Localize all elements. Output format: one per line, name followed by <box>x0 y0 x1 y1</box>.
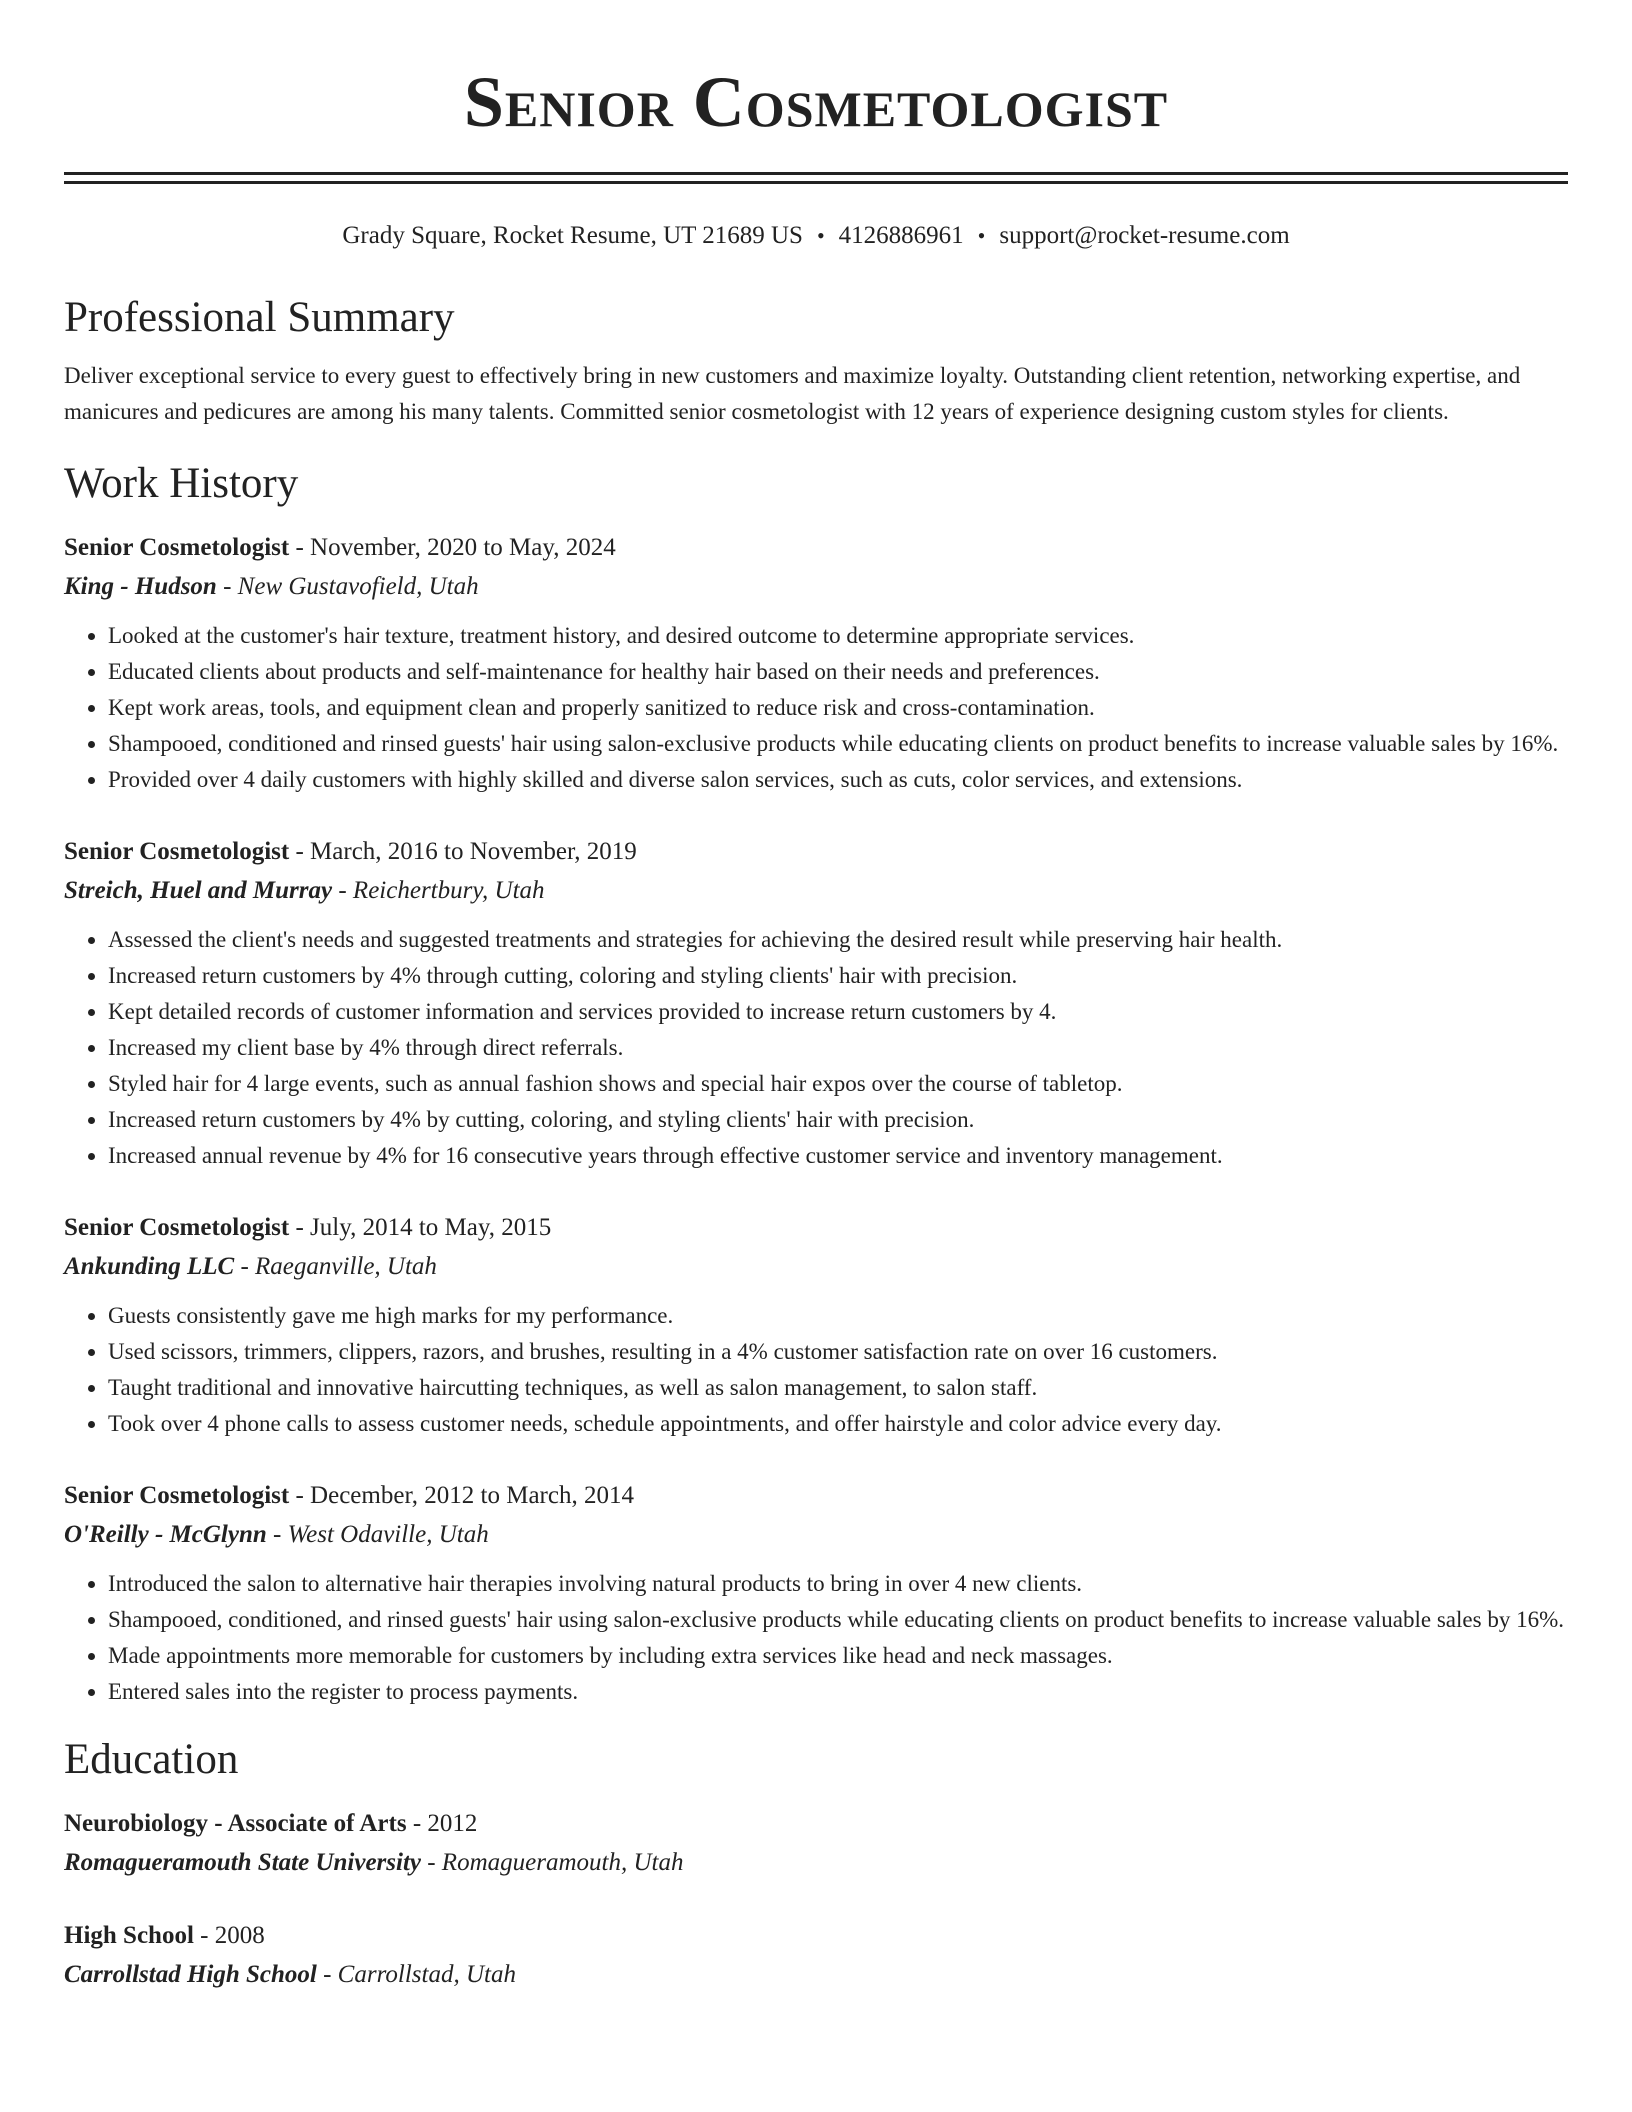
job-bullet: • Increased return customers by 4% by cutting, coloring, and styling clients' hair with precision. <box>108 1102 1568 1138</box>
job-bullet: • Shampooed, conditioned and rinsed guests' hair using salon-exclusive products while educating clients on product benefits to increase valuable sales by 16%. <box>108 726 1568 762</box>
job-bullet: • Educated clients about products and self-maintenance for healthy hair based on their needs and preferences. <box>108 654 1568 690</box>
job-bullet: • Used scissors, trimmers, clippers, razors, and brushes, resulting in a 4% customer satisfaction rate on over 16 customers. <box>108 1334 1568 1370</box>
job-title: Senior Cosmetologist <box>64 1482 290 1509</box>
degree-year: - 2008 <box>193 1922 265 1949</box>
employer-location: - Reichertbury, Utah <box>332 877 545 904</box>
degree-line <box>64 1804 1568 1844</box>
job-bullet: • Shampooed, conditioned, and rinsed guests' hair using salon-exclusive products while educating clients on product benefits to increase valuable sales by 16%. <box>108 1602 1568 1638</box>
job-bullet: • Entered sales into the register to process payments. <box>108 1674 1568 1710</box>
job-title-line <box>64 832 1568 872</box>
job-bullet: • Taught traditional and innovative haircutting techniques, as well as salon management, to salon staff. <box>108 1370 1568 1406</box>
job-bullet: • Increased annual revenue by 4% for 16 consecutive years through effective customer service and inventory management. <box>108 1138 1568 1174</box>
school-location: - Carrollstad, Utah <box>316 1961 516 1988</box>
degree-name: Neurobiology - Associate of Arts <box>64 1810 407 1837</box>
degree-line <box>64 1916 1568 1956</box>
header-divider-thick <box>64 172 1568 175</box>
job-bullet: • Increased return customers by 4% through cutting, coloring and styling clients' hair with precision. <box>108 958 1568 994</box>
education-heading: Education <box>64 1736 239 1783</box>
employer-location: - Raeganville, Utah <box>234 1253 437 1280</box>
job-bullet: • Kept work areas, tools, and equipment clean and properly sanitized to reduce risk and cross-contamination. <box>108 690 1568 726</box>
job-bullet: • Guests consistently gave me high marks for my performance. <box>108 1298 1568 1334</box>
job-dates: - July, 2014 to May, 2015 <box>289 1214 552 1241</box>
contact-separator: • <box>816 223 825 248</box>
employer-line <box>64 1516 1568 1554</box>
job-title: Senior Cosmetologist <box>64 1214 290 1241</box>
degree-year: - 2012 <box>406 1810 478 1837</box>
job-bullets <box>64 1298 1568 1442</box>
employer-line <box>64 1248 1568 1286</box>
degree-name: High School <box>64 1922 194 1949</box>
employer-line <box>64 872 1568 910</box>
contact-separator: • <box>977 223 986 248</box>
job-entry <box>64 1476 1568 1710</box>
school-line <box>64 1844 1568 1882</box>
employer-location: - New Gustavofield, Utah <box>216 573 479 600</box>
school-location: - Romagueramouth, Utah <box>420 1849 684 1876</box>
job-title: Senior Cosmetologist <box>64 534 290 561</box>
job-bullet: • Increased my client base by 4% through direct referrals. <box>108 1030 1568 1066</box>
summary-heading: Professional Summary <box>64 294 455 341</box>
job-bullet: • Provided over 4 daily customers with highly skilled and diverse salon services, such as cuts, color services, and extensions. <box>108 762 1568 798</box>
job-entry <box>64 1208 1568 1442</box>
employer-line <box>64 568 1568 606</box>
job-entry <box>64 832 1568 1174</box>
employer-name: Ankunding LLC <box>64 1253 235 1280</box>
header-divider-thin <box>64 181 1568 184</box>
education-entry <box>64 1804 1568 1882</box>
job-bullet: • Introduced the salon to alternative hair therapies involving natural products to bring in over 4 new clients. <box>108 1566 1568 1602</box>
summary-text: Deliver exceptional service to every guest to effectively bring in new customers and maximize loyalty. Outstanding client retention, networking expertise, and manicures and pedicures are among his many talents. Committed senior cosmetologist with 12 years of experience designing custom styles for clients. <box>64 363 1521 424</box>
contact-line <box>64 220 1568 252</box>
job-title-line <box>64 528 1568 568</box>
job-bullets <box>64 922 1568 1174</box>
employer-name: O'Reilly - McGlynn <box>64 1521 267 1548</box>
job-bullet: • Styled hair for 4 large events, such as annual fashion shows and special hair expos over the course of tabletop. <box>108 1066 1568 1102</box>
job-title-line <box>64 1208 1568 1248</box>
employer-name: Streich, Huel and Murray <box>64 877 333 904</box>
job-bullets <box>64 618 1568 798</box>
job-bullet: • Took over 4 phone calls to assess customer needs, schedule appointments, and offer hairstyle and color advice every day. <box>108 1406 1568 1442</box>
job-bullets <box>64 1566 1568 1710</box>
contact-email: support@rocket-resume.com <box>999 222 1290 249</box>
job-bullet: • Kept detailed records of customer information and services provided to increase return customers by 4. <box>108 994 1568 1030</box>
work-history-heading: Work History <box>64 460 299 507</box>
school-line <box>64 1956 1568 1994</box>
job-title-line <box>64 1476 1568 1516</box>
job-bullet: • Looked at the customer's hair texture, treatment history, and desired outcome to determine appropriate services. <box>108 618 1568 654</box>
contact-phone: 4126886961 <box>838 222 964 249</box>
school-name: Carrollstad High School <box>64 1961 317 1988</box>
job-entry <box>64 528 1568 798</box>
employer-name: King - Hudson <box>64 573 217 600</box>
resume-name: Senior Cosmetologist <box>463 62 1169 142</box>
job-dates: - March, 2016 to November, 2019 <box>289 838 637 865</box>
school-name: Romagueramouth State University <box>64 1849 421 1876</box>
job-bullet: • Assessed the client's needs and suggested treatments and strategies for achieving the desired result while preserving hair health. <box>108 922 1568 958</box>
education-entry <box>64 1916 1568 1994</box>
job-dates: - November, 2020 to May, 2024 <box>289 534 616 561</box>
contact-address: Grady Square, Rocket Resume, UT 21689 US <box>342 222 803 249</box>
job-bullet: • Made appointments more memorable for customers by including extra services like head and neck massages. <box>108 1638 1568 1674</box>
employer-location: - West Odaville, Utah <box>266 1521 489 1548</box>
job-dates: - December, 2012 to March, 2014 <box>289 1482 634 1509</box>
job-title: Senior Cosmetologist <box>64 838 290 865</box>
